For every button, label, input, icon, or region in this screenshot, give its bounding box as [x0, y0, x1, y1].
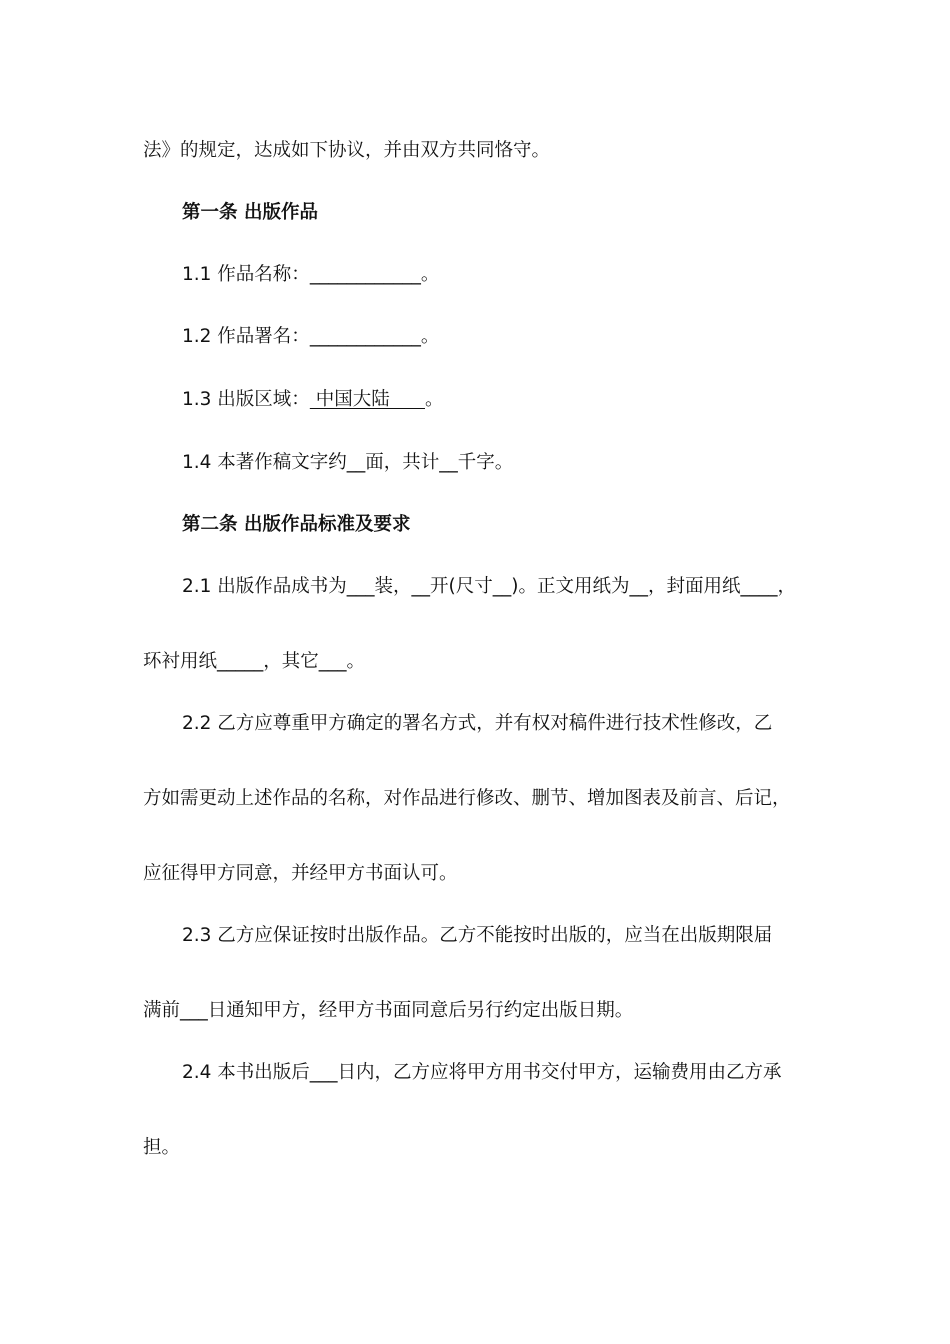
item-1-2 [182, 324, 439, 350]
item-1-2-period: 。 [420, 326, 440, 347]
item-2-4-line2: 担。 [143, 1137, 181, 1158]
item-2-4-line1: 2.4 本书出版后___日内，乙方应将甲方用书交付甲方，运输费用由乙方承 [182, 1062, 782, 1083]
intro-paragraph: 法》的规定，达成如下协议，并由双方共同恪守。 [143, 140, 551, 161]
item-2-2-line1: 2.2 乙方应尊重甲方确定的署名方式，并有权对稿件进行技术性修改，乙 [182, 713, 773, 734]
work-title-blank: ____________ [309, 264, 421, 285]
publication-region-value: 中国大陆 [309, 389, 425, 410]
item-2-3-line1: 2.3 乙方应保证按时出版作品。乙方不能按时出版的，应当在出版期限届 [182, 925, 773, 946]
item-1-1-period: 。 [420, 264, 440, 285]
item-1-1-label: 1.1 作品名称： [182, 264, 310, 285]
item-1-1 [182, 262, 439, 288]
article1-heading: 第一条 出版作品 [182, 202, 318, 223]
item-1-3 [182, 387, 444, 413]
item-2-3-line2: 满前___日通知甲方，经甲方书面同意后另行约定出版日期。 [143, 1000, 634, 1021]
item-1-2-label: 1.2 作品署名： [182, 326, 310, 347]
item-1-3-period: 。 [424, 389, 444, 410]
item-1-3-label: 1.3 出版区域： [182, 389, 310, 410]
author-name-blank: ____________ [309, 326, 421, 347]
item-2-2-line3: 应征得甲方同意，并经甲方书面认可。 [143, 863, 458, 884]
item-1-4: 1.4 本著作稿文字约__面，共计__千字。 [182, 452, 514, 473]
article2-heading: 第二条 出版作品标准及要求 [182, 514, 411, 535]
item-2-2-line2: 方如需更动上述作品的名称，对作品进行修改、删节、增加图表及前言、后记， [143, 788, 791, 809]
item-2-1-line1: 2.1 出版作品成书为___装，__开(尺寸__)。正文用纸为__，封面用纸____， [182, 576, 796, 597]
item-2-1-line2: 环衬用纸_____，其它___。 [143, 651, 366, 672]
